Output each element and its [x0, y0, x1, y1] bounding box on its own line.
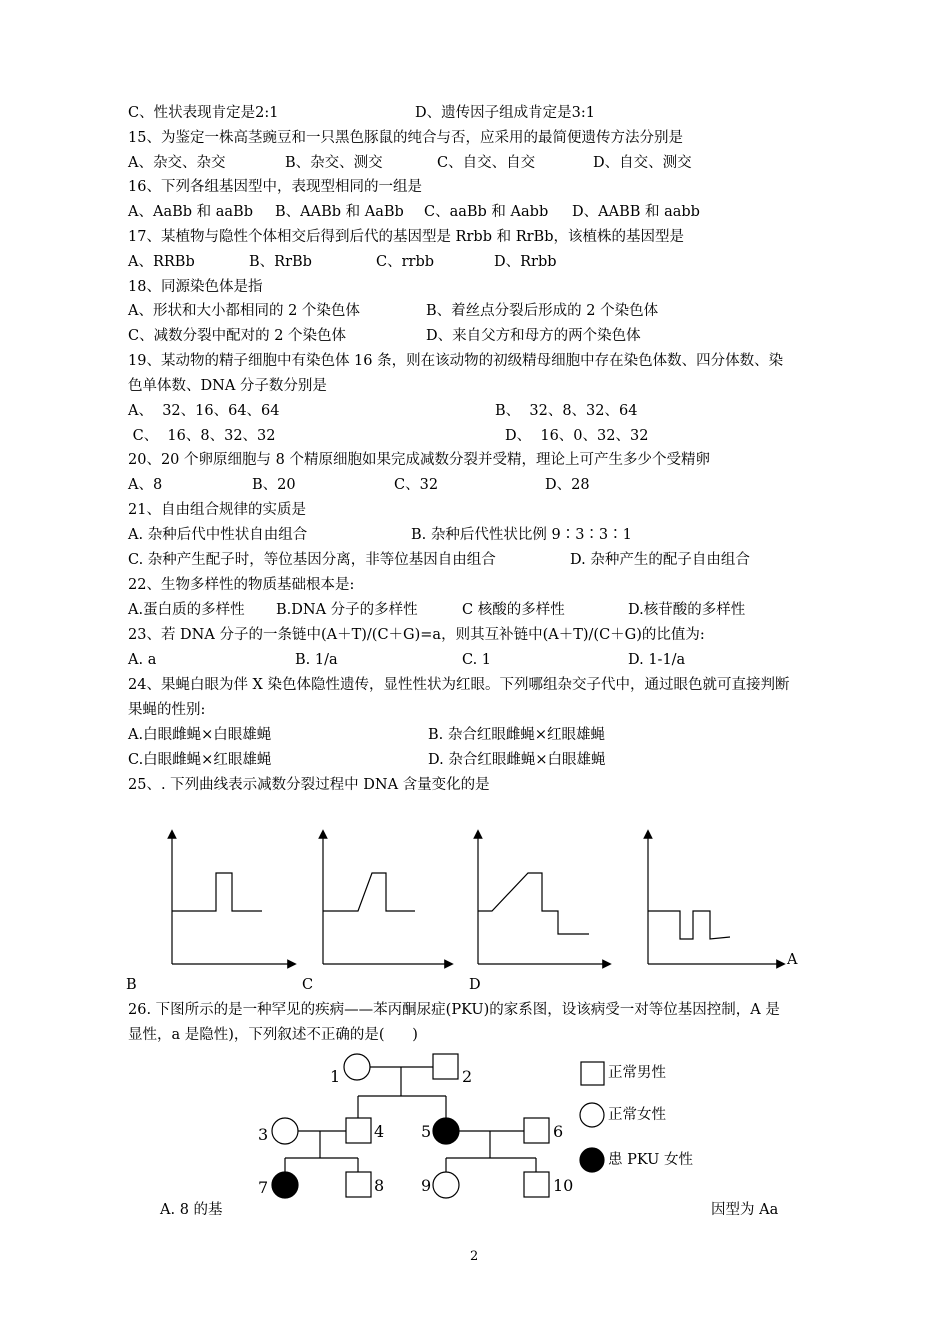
graph-label-a: A [787, 952, 798, 968]
graph-2 [323, 834, 449, 964]
pedigree-individual-5 [433, 1118, 459, 1144]
q19-option-c: C、 16、8、32、32 [128, 428, 276, 444]
legend-normal-female-label: 正常女性 [608, 1107, 666, 1123]
q16-option-d: D、AABB 和 aabb [572, 204, 700, 220]
q21-option-d: D. 杂种产生的配子自由组合 [570, 552, 750, 568]
q25-stem: 25、. 下列曲线表示减数分裂过程中 DNA 含量变化的是 [128, 777, 490, 793]
pedigree-number-10: 10 [553, 1176, 574, 1195]
q15-option-c: C、自交、自交 [437, 155, 536, 171]
q21-option-b: B. 杂种后代性状比例 9∶3∶3∶1 [411, 527, 632, 543]
graph-label-c: C [302, 977, 314, 993]
q14-option-c: C、性状表现肯定是2:1 [128, 105, 279, 121]
pedigree-number-1: 1 [330, 1067, 341, 1086]
q24-option-d: D. 杂合红眼雌蝇×白眼雄蝇 [428, 752, 606, 768]
pedigree-individual-1 [344, 1054, 370, 1080]
q18-option-c: C、减数分裂中配对的 2 个染色体 [128, 328, 347, 344]
pedigree-number-2: 2 [462, 1067, 473, 1086]
page-number: 2 [470, 1249, 479, 1264]
q20-option-c: C、32 [394, 477, 439, 493]
q26-stem-cont: 显性，a 是隐性)，下列叙述不正确的是( ) [128, 1027, 418, 1043]
legend-pku-female-label: 患 PKU 女性 [608, 1152, 694, 1168]
q17-option-b: B、RrBb [249, 254, 312, 270]
q14-option-d: D、遗传因子组成肯定是3:1 [415, 105, 595, 121]
q26-stem: 26. 下图所示的是一种罕见的疾病——苯丙酮尿症(PKU)的家系图，设该病受一对等位基因控制，A 是 [128, 1002, 780, 1018]
q15-stem: 15、为鉴定一株高茎豌豆和一只黑色豚鼠的纯合与否，应采用的最简便遗传方法分别是 [128, 130, 683, 146]
pedigree-number-8: 8 [374, 1176, 385, 1195]
q18-option-b: B、着丝点分裂后形成的 2 个染色体 [426, 303, 659, 319]
q19-stem: 19、某动物的精子细胞中有染色体 16 条，则在该动物的初级精母细胞中存在染色体数、四分体数、染 [128, 353, 784, 369]
graph-4 [648, 834, 781, 964]
q21-option-a: A. 杂种后代中性状自由组合 [128, 527, 308, 543]
q22-option-c: C 核酸的多样性 [462, 602, 565, 618]
legend-normal-male-label: 正常男性 [608, 1065, 666, 1081]
q22-stem: 22、生物多样性的物质基础根本是: [128, 577, 355, 593]
q18-stem: 18、同源染色体是指 [128, 279, 263, 295]
pedigree-number-6: 6 [553, 1122, 564, 1141]
q17-option-d: D、Rrbb [494, 254, 557, 270]
q24-stem-cont: 果蝇的性别: [128, 702, 206, 718]
q23-option-a: A. a [128, 652, 157, 668]
q15-option-b: B、杂交、测交 [285, 155, 383, 171]
pedigree-individual-3 [272, 1118, 298, 1144]
pedigree-number-4: 4 [374, 1122, 385, 1141]
q19-option-d: D、 16、0、32、32 [505, 428, 649, 444]
q19-stem-cont: 色单体数、DNA 分子数分别是 [128, 378, 327, 394]
q22-option-b: B.DNA 分子的多样性 [276, 602, 418, 618]
q16-stem: 16、下列各组基因型中，表现型相同的一组是 [128, 179, 422, 195]
graph-1 [172, 834, 292, 964]
legend-pku-female-icon [580, 1148, 604, 1172]
q17-option-c: C、rrbb [376, 254, 435, 270]
pedigree-individual-6 [524, 1118, 549, 1143]
q20-stem: 20、20 个卵原细胞与 8 个精原细胞如果完成减数分裂并受精，理论上可产生多少个受精卵 [128, 452, 710, 468]
q23-option-b: B. 1/a [295, 652, 338, 668]
q24-option-a: A.白眼雌蝇×白眼雄蝇 [128, 727, 272, 743]
q19-option-b: B、 32、8、32、64 [495, 403, 638, 419]
q21-option-c: C. 杂种产生配子时，等位基因分离，非等位基因自由组合 [128, 552, 496, 568]
q23-option-d: D. 1-1/a [628, 652, 686, 668]
q24-option-b: B. 杂合红眼雌蝇×红眼雄蝇 [428, 727, 606, 743]
pedigree-number-9: 9 [421, 1176, 432, 1195]
q20-option-b: B、20 [252, 477, 296, 493]
pedigree-individual-10 [524, 1172, 549, 1197]
q20-option-d: D、28 [545, 477, 590, 493]
q22-option-d: D.核苷酸的多样性 [628, 602, 746, 618]
graph-label-b: B [126, 977, 137, 993]
q20-option-a: A、8 [128, 477, 163, 493]
pedigree-individual-7 [272, 1172, 298, 1198]
q15-option-d: D、自交、测交 [593, 155, 692, 171]
q18-option-d: D、来自父方和母方的两个染色体 [426, 328, 641, 344]
q15-option-a: A、杂交、杂交 [128, 155, 226, 171]
pedigree-individual-9 [433, 1172, 459, 1198]
q26-option-a-left: A. 8 的基 [160, 1202, 223, 1218]
pedigree-individual-2 [433, 1054, 458, 1079]
q17-option-a: A、RRBb [128, 254, 195, 270]
q24-option-c: C.白眼雌蝇×红眼雄蝇 [128, 752, 272, 768]
q17-stem: 17、某植物与隐性个体相交后得到后代的基因型是 Rrbb 和 RrBb，该植株的基因型是 [128, 229, 684, 245]
q16-option-b: B、AABb 和 AaBb [275, 204, 404, 220]
q26-option-a-right: 因型为 Aa [711, 1202, 779, 1218]
q19-option-a: A、 32、16、64、64 [128, 403, 280, 419]
q21-stem: 21、自由组合规律的实质是 [128, 502, 306, 518]
pedigree-number-7: 7 [258, 1178, 269, 1197]
q22-option-a: A.蛋白质的多样性 [128, 602, 245, 618]
q16-option-c: C、aaBb 和 Aabb [424, 204, 549, 220]
q23-stem: 23、若 DNA 分子的一条链中(A＋T)/(C＋G)=a，则其互补链中(A＋T)/(C＋G)的比值为: [128, 627, 705, 643]
pedigree-individual-4 [346, 1118, 371, 1143]
q16-option-a: A、AaBb 和 aaBb [128, 204, 253, 220]
q24-stem: 24、果蝇白眼为伴 X 染色体隐性遗传，显性性状为红眼。下列哪组杂交子代中，通过眼色就可直接判断 [128, 677, 790, 693]
graph-label-d: D [469, 977, 481, 993]
pedigree-number-5: 5 [421, 1122, 432, 1141]
q18-option-a: A、形状和大小都相同的 2 个染色体 [128, 303, 360, 319]
pedigree-number-3: 3 [258, 1125, 269, 1144]
q23-option-c: C. 1 [462, 652, 492, 668]
pedigree-individual-8 [346, 1172, 371, 1197]
legend-normal-female-icon [580, 1103, 604, 1127]
legend-normal-male-icon [581, 1062, 604, 1085]
graph-3 [478, 834, 607, 964]
